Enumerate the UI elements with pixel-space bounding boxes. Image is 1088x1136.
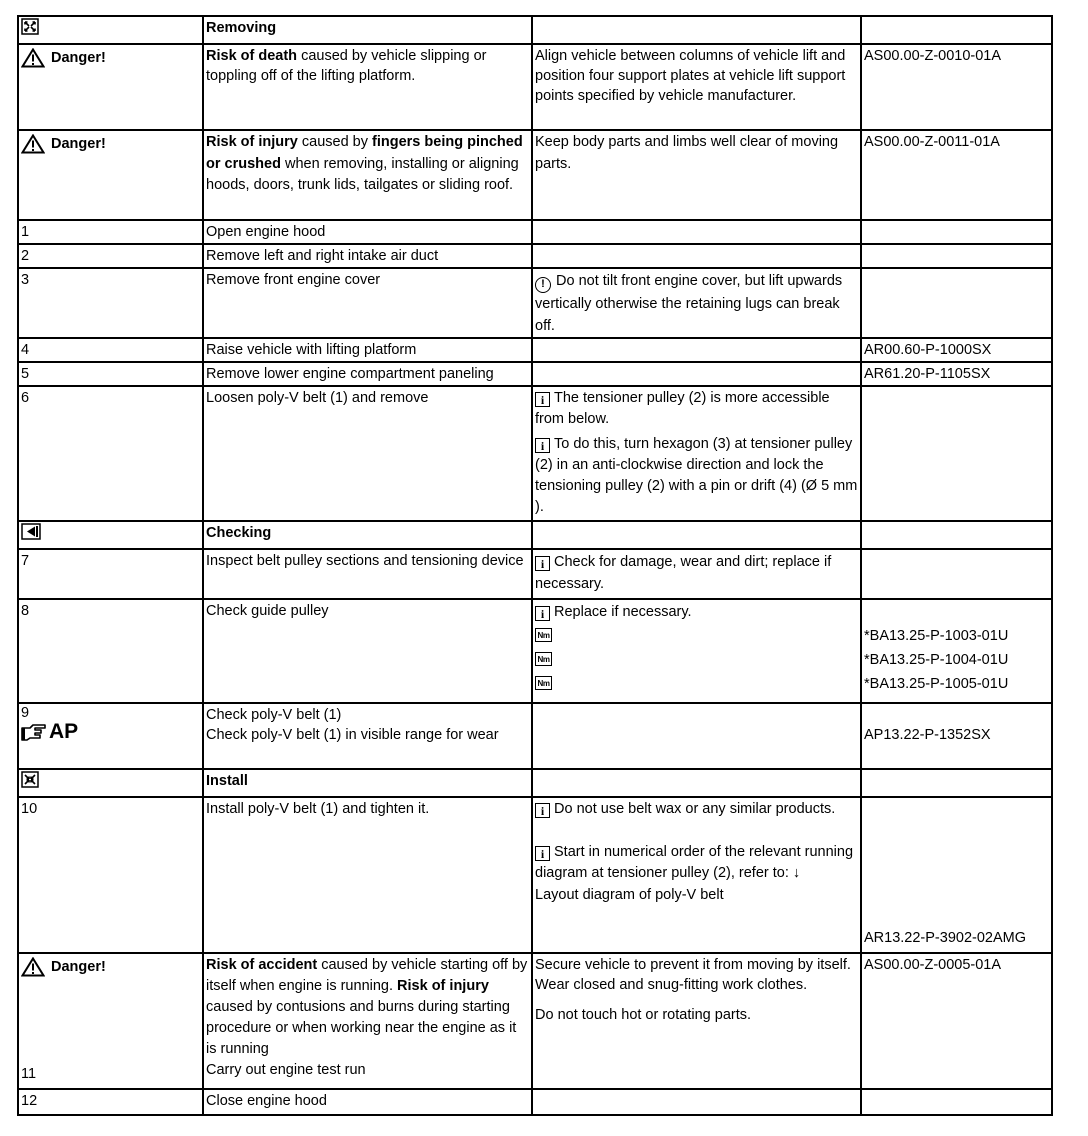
- info-icon: i: [535, 556, 550, 571]
- step-number: 4: [18, 338, 203, 362]
- reference-link[interactable]: AR61.20-P-1105SX: [861, 362, 1052, 386]
- step-text: Close engine hood: [203, 1089, 532, 1115]
- step-text: Open engine hood: [203, 220, 532, 244]
- info-text: i The tensioner pulley (2) is more accessible from below. i To do this, turn hexagon (3) at tensioner pulley (2) in an anti-clockwise direction and lock the tensioning pulley (2) with a pin or drift (4) (Ø 5 mm ).: [532, 386, 861, 521]
- pointing-hand-icon: [21, 723, 47, 741]
- install-icon: [21, 771, 39, 794]
- section-title: Removing: [203, 16, 532, 44]
- risk-text: Risk of death caused by vehicle slipping or toppling off of the lifting platform.: [203, 44, 532, 130]
- step-row: [18, 797, 1052, 953]
- ap-marker: AP: [21, 721, 78, 743]
- section-row-install: [18, 769, 1052, 797]
- step-row: [18, 599, 1052, 703]
- section-row-checking: [18, 521, 1052, 549]
- section-title: Install: [203, 769, 532, 797]
- info-text: i Replace if necessary. Nm Nm Nm: [532, 599, 861, 703]
- section-row-removing: [18, 16, 1052, 44]
- step-text: Install poly-V belt (1) and tighten it.: [203, 797, 532, 953]
- torque-nm-icon: Nm: [535, 676, 552, 690]
- step-row: [18, 386, 1052, 521]
- step-number: 8: [18, 599, 203, 703]
- step-number: 6: [18, 386, 203, 521]
- action-text: Do not touch hot or rotating parts.: [535, 1007, 752, 1023]
- layout-diagram-link[interactable]: Layout diagram of poly-V belt: [535, 886, 724, 903]
- step-row: [18, 244, 1052, 268]
- risk-text: Risk of accident caused by vehicle starting off by itself when engine is running. Risk of injury caused by contusions and burns during starting procedure or when working near the engine as it is running: [206, 957, 528, 1057]
- step-row: [18, 268, 1052, 338]
- action-text: Secure vehicle to prevent it from moving by itself.: [535, 957, 851, 973]
- action-text: Wear closed and snug-fitting work clothes.: [535, 977, 808, 993]
- danger-row: [18, 953, 1052, 1089]
- step-text: Carry out engine test run: [206, 1062, 366, 1078]
- reference-link[interactable]: AS00.00-Z-0010-01A: [861, 44, 1052, 130]
- step-row: [18, 362, 1052, 386]
- step-row: [18, 338, 1052, 362]
- step-number: 5: [18, 362, 203, 386]
- info-icon: i: [535, 846, 550, 861]
- reference-link[interactable]: AP13.22-P-1352SX: [864, 727, 991, 743]
- section-icon-cell: [18, 521, 203, 549]
- info-text: i Check for damage, wear and dirt; replace if necessary.: [532, 549, 861, 599]
- info-icon: i: [535, 392, 550, 407]
- step-text: Check poly-V belt (1): [206, 707, 342, 723]
- info-icon: i: [535, 438, 550, 453]
- danger-label: Danger!: [21, 134, 106, 154]
- step-number: 9: [21, 705, 30, 721]
- torque-reference-link[interactable]: *BA13.25-P-1003-01U: [864, 628, 1009, 644]
- step-number: 11: [21, 1066, 37, 1082]
- danger-row: [18, 44, 1052, 130]
- step-text: Loosen poly-V belt (1) and remove: [203, 386, 532, 521]
- danger-label: Danger!: [21, 957, 106, 977]
- warning-triangle-icon: [21, 134, 45, 154]
- reference-link[interactable]: AR00.60-P-1000SX: [861, 338, 1052, 362]
- section-title: Checking: [203, 521, 532, 549]
- step-number: 1: [18, 220, 203, 244]
- reference-link[interactable]: AR13.22-P-3902-02AMG: [864, 930, 1026, 946]
- warning-triangle-icon: [21, 957, 45, 977]
- action-text: Align vehicle between columns of vehicle lift and position four support plates at vehicle lift support points specified by vehicle manufacturer.: [532, 44, 861, 130]
- step-number: 7: [18, 549, 203, 599]
- note-icon: !: [535, 277, 551, 293]
- step-text: Remove left and right intake air duct: [203, 244, 532, 268]
- torque-reference-link[interactable]: *BA13.25-P-1005-01U: [864, 676, 1009, 692]
- procedure-table: [17, 15, 1053, 1116]
- remove-icon: [21, 18, 39, 41]
- info-icon: i: [535, 606, 550, 621]
- step-text: Raise vehicle with lifting platform: [203, 338, 532, 362]
- step-text: Remove lower engine compartment paneling: [203, 362, 532, 386]
- torque-reference-link[interactable]: *BA13.25-P-1004-01U: [864, 652, 1009, 668]
- step-text: Check guide pulley: [203, 599, 532, 703]
- reference-link[interactable]: AS00.00-Z-0011-01A: [861, 130, 1052, 220]
- step-row: [18, 220, 1052, 244]
- reference-link[interactable]: AS00.00-Z-0005-01A: [861, 953, 1052, 1089]
- torque-nm-icon: Nm: [535, 652, 552, 666]
- step-number: 10: [18, 797, 203, 953]
- info-icon: i: [535, 803, 550, 818]
- step-text: Inspect belt pulley sections and tensioning device: [203, 549, 532, 599]
- note-text: ! Do not tilt front engine cover, but lift upwards vertically otherwise the retaining lugs can break off.: [532, 268, 861, 338]
- info-text: i Do not use belt wax or any similar products.: [535, 799, 858, 821]
- torque-nm-icon: Nm: [535, 628, 552, 642]
- step-row: [18, 549, 1052, 599]
- step-text: Check poly-V belt (1) in visible range for wear: [206, 727, 499, 743]
- warning-triangle-icon: [21, 48, 45, 68]
- risk-text: Risk of injury caused by fingers being pinched or crushed when removing, installing or aligning hoods, doors, trunk lids, tailgates or sliding roof.: [203, 130, 532, 220]
- step-text: Remove front engine cover: [203, 268, 532, 338]
- section-icon-cell: [18, 16, 203, 44]
- step-row: [18, 1089, 1052, 1115]
- step-number: 12: [18, 1089, 203, 1115]
- danger-row: [18, 130, 1052, 220]
- step-number: 2: [18, 244, 203, 268]
- section-icon-cell: [18, 769, 203, 797]
- step-row: [18, 703, 1052, 769]
- danger-label: Danger!: [21, 48, 106, 68]
- check-icon: [21, 523, 41, 546]
- info-text: i Start in numerical order of the relevant running diagram at tensioner pulley (2), refer to: ↓: [535, 843, 854, 881]
- step-number: 3: [18, 268, 203, 338]
- action-text: Keep body parts and limbs well clear of moving parts.: [532, 130, 861, 220]
